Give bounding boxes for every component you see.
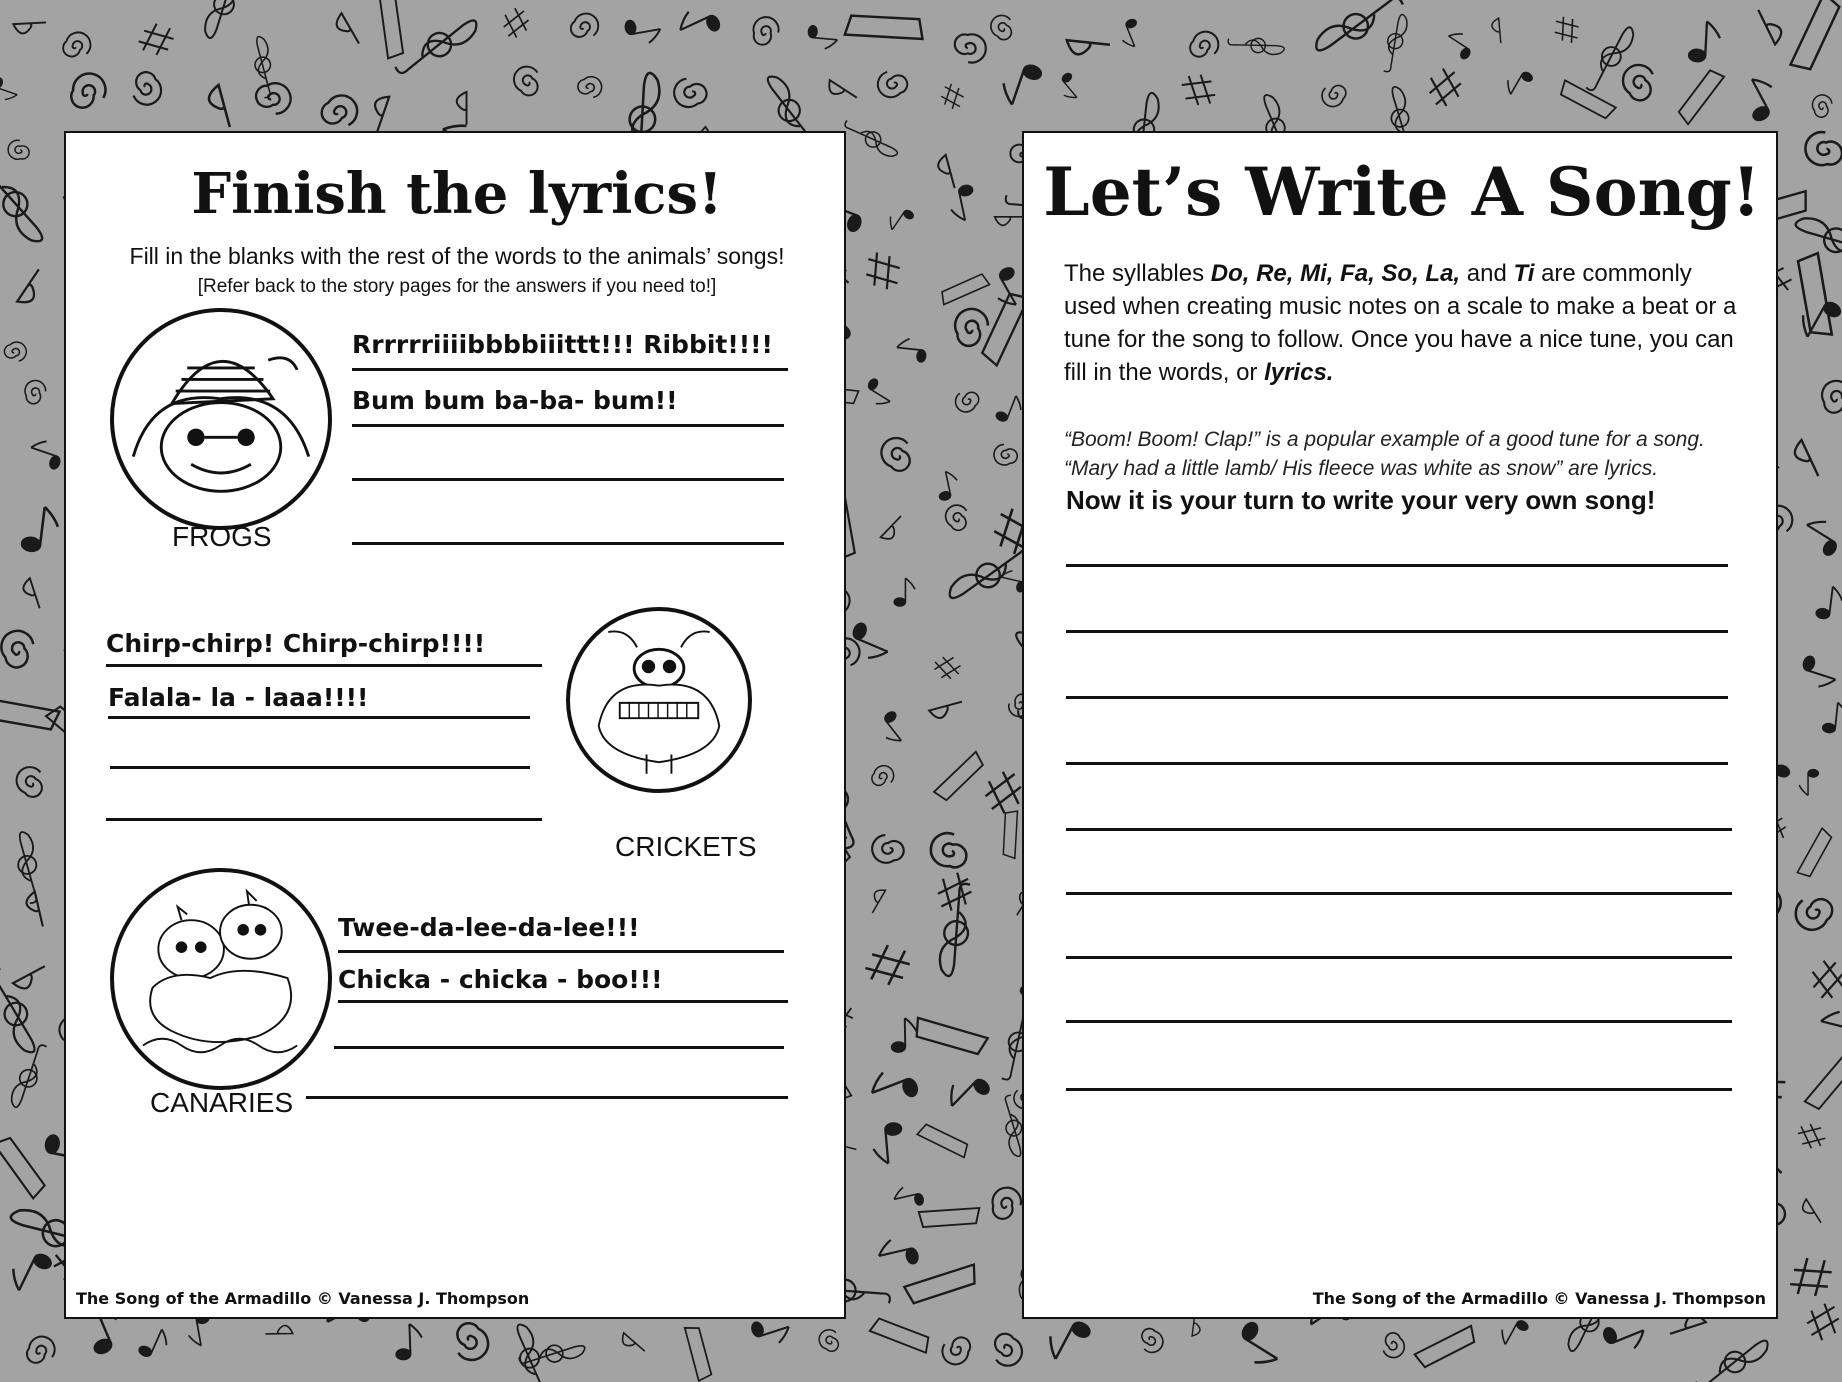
background-doodle xyxy=(917,1121,970,1158)
background-doodle xyxy=(841,118,902,160)
background-doodle xyxy=(332,13,359,49)
left-footer: The Song of the Armadillo © Vanessa J. Thompson xyxy=(76,1289,530,1308)
background-doodle xyxy=(1822,701,1842,734)
background-doodle xyxy=(936,155,955,191)
background-doodle xyxy=(1054,72,1085,103)
song-line-6[interactable] xyxy=(1066,892,1732,895)
canaries-line-1 xyxy=(338,950,784,953)
call-to-action: Now it is your turn to write your very own song! xyxy=(1066,485,1656,515)
background-doodle xyxy=(395,1324,422,1360)
background-doodle xyxy=(991,441,1019,467)
background-doodle xyxy=(0,966,45,1056)
background-doodle xyxy=(206,85,230,130)
background-doodle xyxy=(934,870,975,912)
background-doodle xyxy=(951,385,981,416)
background-doodle xyxy=(1675,67,1725,124)
frogs-line-2 xyxy=(352,424,784,427)
background-doodle xyxy=(1796,1121,1826,1150)
background-doodle xyxy=(871,1123,904,1165)
background-doodle xyxy=(138,1324,172,1362)
background-doodle xyxy=(1810,92,1836,119)
song-line-7[interactable] xyxy=(1066,956,1732,959)
background-doodle xyxy=(866,886,886,913)
background-doodle xyxy=(1804,956,1842,1004)
reference-note: [Refer back to the story pages for the answers if you need to!] xyxy=(197,276,717,297)
background-doodle xyxy=(675,2,721,44)
background-doodle xyxy=(253,79,294,118)
background-doodle xyxy=(625,16,663,47)
background-doodle xyxy=(367,93,390,132)
background-doodle xyxy=(1187,27,1223,64)
background-doodle xyxy=(1116,18,1144,50)
crickets-blank-line-2[interactable] xyxy=(106,818,542,821)
background-doodle xyxy=(894,578,915,606)
background-doodle xyxy=(1381,13,1409,74)
background-doodle xyxy=(1795,293,1842,344)
background-doodle xyxy=(1232,1321,1287,1372)
background-doodle xyxy=(1552,15,1582,44)
background-doodle xyxy=(867,1063,919,1109)
background-doodle xyxy=(1497,1314,1530,1350)
background-doodle xyxy=(939,273,991,305)
crickets-label: CRICKETS xyxy=(615,831,757,862)
background-doodle xyxy=(380,0,404,59)
lyrics-example: “Mary had a little lamb/ His fleece was white as snow” are lyrics. xyxy=(1064,457,1659,480)
background-doodle xyxy=(870,1315,932,1354)
canaries-blank-line-2[interactable] xyxy=(306,1096,788,1099)
background-doodle xyxy=(575,73,605,102)
background-doodle xyxy=(1796,828,1834,879)
background-doodle xyxy=(1819,378,1842,415)
background-doodle xyxy=(939,1333,972,1368)
background-doodle xyxy=(825,80,857,106)
background-doodle xyxy=(0,157,52,247)
background-doodle xyxy=(1422,65,1467,111)
background-doodle xyxy=(1693,1332,1772,1382)
background-doodle xyxy=(1738,73,1783,123)
frogs-lyric-2: Bum bum ba-ba- bum!! xyxy=(352,386,678,415)
background-doodle xyxy=(21,505,60,554)
background-doodle xyxy=(1558,79,1616,122)
background-doodle xyxy=(1803,1301,1842,1343)
background-doodle xyxy=(1602,1316,1648,1357)
background-doodle xyxy=(446,1319,494,1367)
background-doodle xyxy=(870,762,898,790)
background-doodle xyxy=(618,1333,644,1358)
syllables-text: Do, Re, Mi, Fa, So, La, xyxy=(1210,260,1461,287)
canaries-blank-line-1[interactable] xyxy=(334,1046,784,1049)
background-doodle xyxy=(11,762,50,801)
background-doodle xyxy=(931,651,964,683)
background-doodle xyxy=(136,18,177,60)
background-doodle xyxy=(885,204,915,236)
background-doodle xyxy=(876,432,919,475)
instructions: Fill in the blanks with the rest of the words to the animals’ songs! xyxy=(129,243,785,269)
background-doodle xyxy=(17,269,48,308)
background-doodle xyxy=(1503,66,1534,100)
finish-lyrics-page xyxy=(64,131,846,1319)
background-doodle xyxy=(1799,514,1842,557)
background-doodle xyxy=(912,1016,987,1058)
song-line-1[interactable] xyxy=(1066,564,1728,567)
background-doodle xyxy=(685,1324,712,1381)
background-doodle xyxy=(1816,585,1842,620)
canaries-label: CANARIES xyxy=(150,1087,294,1118)
background-doodle xyxy=(807,25,838,49)
background-doodle xyxy=(891,1018,917,1052)
background-doodle xyxy=(392,11,481,84)
song-line-5[interactable] xyxy=(1066,828,1732,831)
background-doodle xyxy=(265,1325,292,1334)
background-doodle xyxy=(1311,0,1406,61)
song-line-9[interactable] xyxy=(1066,1088,1732,1091)
write-a-song-page xyxy=(1022,131,1778,1319)
background-doodle xyxy=(13,966,50,992)
background-doodle xyxy=(1799,1199,1821,1227)
background-doodle xyxy=(125,68,167,110)
background-doodle xyxy=(6,1246,53,1298)
background-doodle xyxy=(13,22,46,33)
background-doodle xyxy=(816,1326,844,1354)
background-doodle xyxy=(0,1133,47,1199)
background-doodle xyxy=(24,1333,58,1368)
background-doodle xyxy=(1227,36,1285,56)
background-doodle xyxy=(1491,18,1501,44)
background-doodle xyxy=(896,337,927,362)
canaries-lyric-2: Chicka - chicka - boo!!! xyxy=(338,965,663,994)
background-doodle xyxy=(862,251,904,292)
background-doodle xyxy=(935,469,961,500)
tune-example: “Boom! Boom! Clap!” is a popular example of a good tune for a song. xyxy=(1064,428,1705,451)
background-doodle xyxy=(1789,888,1837,936)
background-doodle xyxy=(1791,440,1819,481)
background-doodle xyxy=(941,501,974,534)
background-doodle xyxy=(60,28,95,64)
background-doodle xyxy=(1804,131,1842,166)
background-doodle xyxy=(892,1184,924,1211)
song-line-4[interactable] xyxy=(1066,762,1728,765)
syllable-ti: Ti xyxy=(1513,260,1535,287)
background-doodle xyxy=(1758,5,1785,45)
background-doodle xyxy=(929,831,970,869)
background-doodle xyxy=(0,77,20,103)
background-doodle xyxy=(567,9,603,45)
song-line-3[interactable] xyxy=(1066,696,1728,699)
background-doodle xyxy=(942,1068,991,1118)
background-doodle xyxy=(1042,1313,1092,1367)
page-title: Finish the lyrics! xyxy=(191,161,723,227)
background-doodle xyxy=(1799,770,1818,796)
background-doodle xyxy=(904,1265,980,1305)
background-doodle xyxy=(1181,73,1216,107)
background-doodle xyxy=(24,892,42,929)
canaries-illustration xyxy=(110,868,332,1090)
background-doodle xyxy=(929,702,964,721)
background-doodle xyxy=(2,339,30,366)
background-doodle xyxy=(1788,0,1842,74)
background-doodle xyxy=(457,92,467,125)
background-doodle xyxy=(998,59,1043,111)
background-doodle xyxy=(1443,28,1477,60)
background-doodle xyxy=(1583,22,1638,96)
background-doodle xyxy=(1318,79,1349,110)
background-doodle xyxy=(201,0,248,42)
background-doodle xyxy=(1617,59,1663,105)
background-doodle xyxy=(1065,40,1109,57)
background-doodle xyxy=(1788,1253,1834,1301)
frogs-lyric-1: Rrrrrriiiibbbbiiittt!!! Ribbit!!!! xyxy=(352,330,773,359)
background-doodle xyxy=(509,61,547,99)
background-doodle xyxy=(250,35,277,98)
frogs-blank-line-2[interactable] xyxy=(352,542,784,545)
background-doodle xyxy=(670,73,710,112)
background-doodle xyxy=(873,65,911,102)
intro-paragraph: The syllables Do, Re, Mi, Fa, So, La, and Ti are commonly used when creating music notes on a scale to make a beat or a tune for the song to follow. Once you have a nice tune, you can fill in the words, or lyrics. xyxy=(1064,260,1737,386)
background-doodle xyxy=(868,830,906,866)
background-doodle xyxy=(1002,810,1019,858)
background-doodle xyxy=(919,1208,980,1227)
right-footer: The Song of the Armadillo © Vanessa J. Thompson xyxy=(1312,1289,1766,1308)
crickets-blank-line-1[interactable] xyxy=(110,766,530,769)
background-doodle xyxy=(955,34,986,63)
background-doodle xyxy=(1689,20,1721,62)
background-doodle xyxy=(876,1235,919,1271)
background-doodle xyxy=(862,377,896,409)
background-doodle xyxy=(1414,1326,1479,1369)
background-doodle xyxy=(1803,1054,1842,1112)
page-title: Let’s Write A Song! xyxy=(1043,153,1761,231)
background-doodle xyxy=(0,625,40,671)
cricket-illustration xyxy=(566,607,752,793)
background-doodle xyxy=(937,82,967,112)
background-doodle xyxy=(986,1330,1028,1372)
background-doodle xyxy=(875,710,910,747)
background-doodle xyxy=(11,830,44,904)
frogs-blank-line-1[interactable] xyxy=(352,478,784,481)
background-doodle xyxy=(881,516,908,543)
background-doodle xyxy=(1817,1008,1842,1046)
background-doodle xyxy=(1798,655,1840,691)
background-doodle xyxy=(987,11,1019,43)
frogs-line-1 xyxy=(352,368,788,371)
background-doodle xyxy=(23,378,48,405)
background-doodle xyxy=(862,938,914,991)
background-doodle xyxy=(933,752,987,803)
background-doodle xyxy=(8,140,30,160)
frogs-label: FROGS xyxy=(172,521,272,552)
frog-illustration xyxy=(110,308,332,530)
background-doodle xyxy=(979,768,1028,818)
canaries-line-2 xyxy=(338,1000,788,1003)
background-doodle xyxy=(1377,1330,1408,1362)
background-doodle xyxy=(1136,1326,1167,1357)
canaries-lyric-1: Twee-da-lee-da-lee!!! xyxy=(338,913,640,942)
song-line-8[interactable] xyxy=(1066,1020,1732,1023)
lyrics-term: lyrics. xyxy=(1264,359,1334,386)
song-line-2[interactable] xyxy=(1066,630,1728,633)
background-doodle xyxy=(753,17,779,45)
background-doodle xyxy=(947,184,979,222)
background-doodle xyxy=(995,217,1024,226)
background-doodle xyxy=(69,70,109,112)
crickets-line-1 xyxy=(106,664,542,667)
background-doodle xyxy=(27,437,65,470)
crickets-lyric-2: Falala- la - laaa!!!! xyxy=(108,683,369,712)
crickets-lyric-1: Chirp-chirp! Chirp-chirp!!!! xyxy=(106,629,486,658)
background-doodle xyxy=(317,89,363,135)
background-doodle xyxy=(995,392,1025,426)
background-doodle xyxy=(845,13,924,42)
background-doodle xyxy=(498,5,533,41)
background-doodle xyxy=(846,622,894,664)
crickets-line-2 xyxy=(108,716,530,719)
background-doodle xyxy=(938,882,975,978)
background-doodle xyxy=(992,1187,1021,1219)
background-doodle xyxy=(21,578,40,611)
